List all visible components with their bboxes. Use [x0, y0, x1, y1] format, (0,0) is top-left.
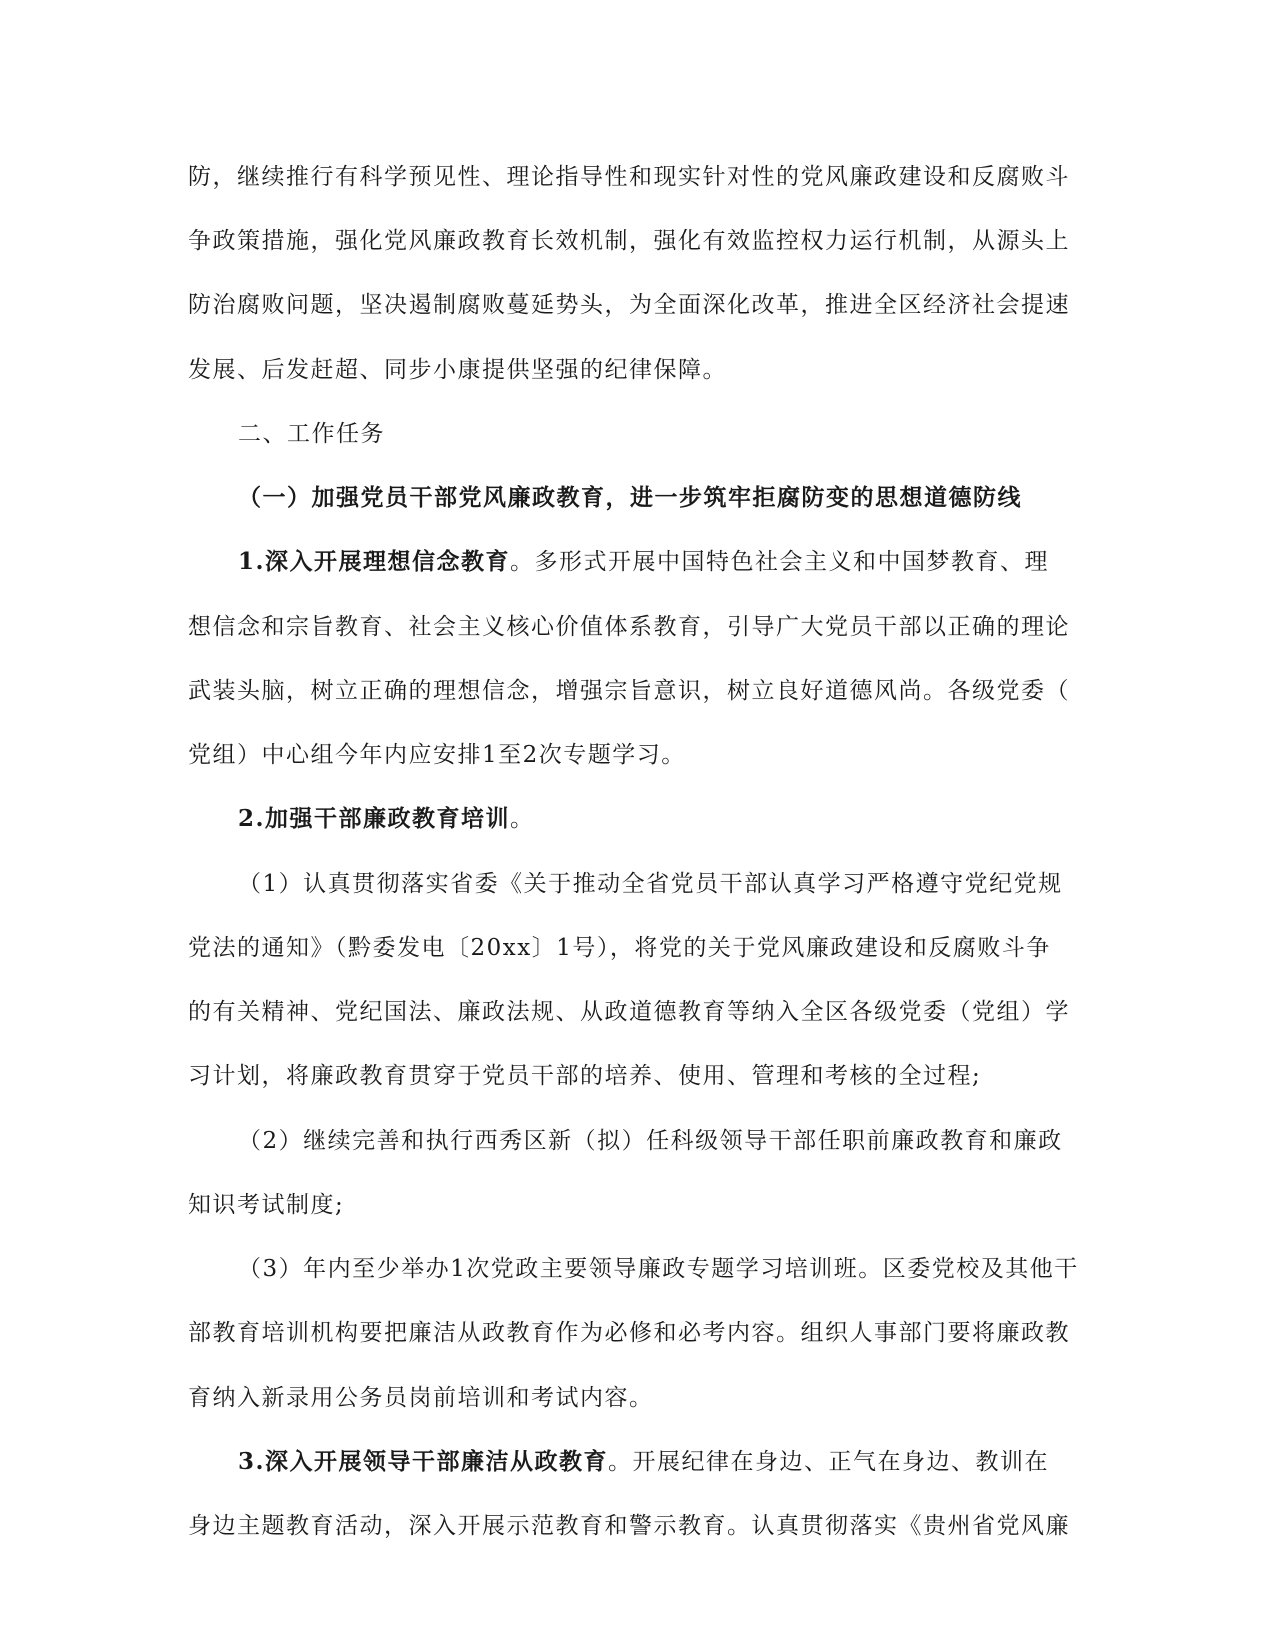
- item-1-text: 。多形式开展中国特色社会主义和中国梦教育、理: [510, 549, 1050, 575]
- body-text-line: 防，继续推行有科学预见性、理论指导性和现实针对性的党风廉政建设和反腐败斗: [188, 164, 1070, 190]
- body-text-line: 争政策措施，强化党风廉政教育长效机制，强化有效监控权力运行机制，从源头上: [188, 228, 1070, 254]
- body-text-line: 部教育培训机构要把廉洁从政教育作为必修和必考内容。组织人事部门要将廉政教: [188, 1320, 1070, 1346]
- body-text-line: 育纳入新录用公务员岗前培训和考试内容。: [188, 1385, 654, 1411]
- section-heading: 二、工作任务: [238, 421, 385, 447]
- item-2-heading: 2.加强干部廉政教育培训: [238, 805, 511, 832]
- item-2-text: 。: [510, 806, 535, 832]
- body-text-line: 发展、后发赶超、同步小康提供坚强的纪律保障。: [188, 357, 727, 383]
- item-1-heading: 1.深入开展理想信念教育: [238, 548, 511, 575]
- body-text-line: 知识考试制度;: [188, 1192, 345, 1218]
- body-text-line: 党法的通知》（黔委发电〔20xx〕1号），将党的关于党风廉政建设和反腐败斗争: [188, 935, 1051, 961]
- subsection-heading: （一）加强党员干部党风廉政教育，进一步筑牢拒腐防变的思想道德防线: [238, 484, 1022, 511]
- body-text-line: （2）继续完善和执行西秀区新（拟）任科级领导干部任职前廉政教育和廉政: [238, 1128, 1063, 1154]
- item-2-line: [238, 804, 1138, 834]
- body-text-line: 习计划，将廉政教育贯穿于党员干部的培养、使用、管理和考核的全过程;: [188, 1063, 982, 1089]
- body-text-line: 的有关精神、党纪国法、廉政法规、从政道德教育等纳入全区各级党委（党组）学: [188, 999, 1070, 1025]
- body-text-line: 防治腐败问题，坚决遏制腐败蔓延势头，为全面深化改革，推进全区经济社会提速: [188, 292, 1070, 318]
- body-text-line: 想信念和宗旨教育、社会主义核心价值体系教育，引导广大党员干部以正确的理论: [188, 614, 1070, 640]
- body-text-line: （1）认真贯彻落实省委《关于推动全省党员干部认真学习严格遵守党纪党规: [238, 871, 1063, 897]
- item-3-text: 。开展纪律在身边、正气在身边、教训在: [608, 1449, 1050, 1475]
- body-text-line: 党组）中心组今年内应安排1至2次专题学习。: [188, 742, 686, 768]
- body-text-line: 身边主题教育活动，深入开展示范教育和警示教育。认真贯彻落实《贵州省党风廉: [188, 1513, 1070, 1539]
- body-text-line: （3）年内至少举办1次党政主要领导廉政专题学习培训班。区委党校及其他干: [238, 1256, 1079, 1282]
- item-3-line: [238, 1447, 1138, 1477]
- body-text-line: 武装头脑，树立正确的理想信念，增强宗旨意识，树立良好道德风尚。各级党委（: [188, 678, 1070, 704]
- item-1-line: [238, 547, 1138, 577]
- item-3-heading: 3.深入开展领导干部廉洁从政教育: [238, 1448, 609, 1475]
